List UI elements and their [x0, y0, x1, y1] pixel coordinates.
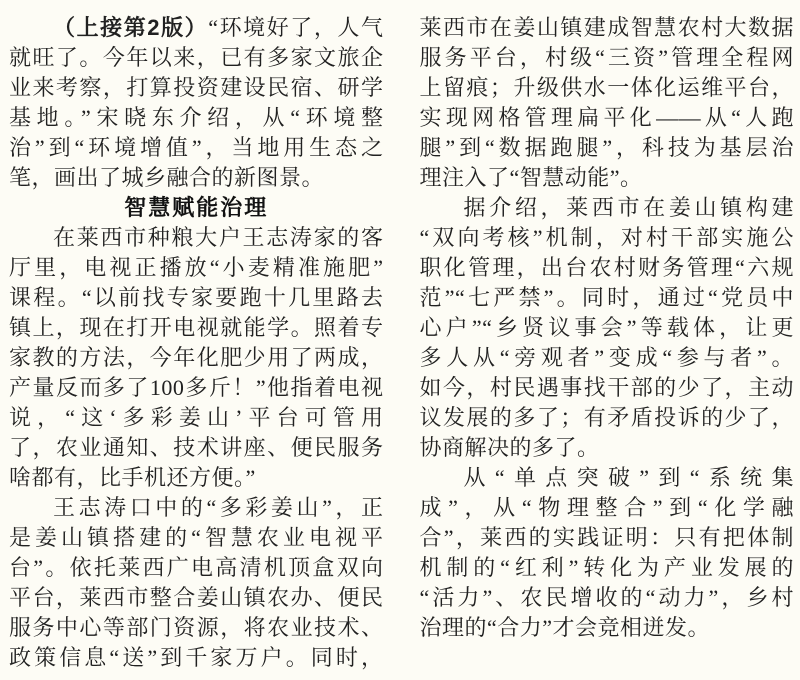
text-line: 王志涛口中的“多彩姜山”，正 [53, 495, 384, 520]
text-line: 产量反而多了100多斤！”他指着电视 [9, 375, 384, 400]
text-line: 实现网格管理扁平化——从“人跑 [419, 105, 794, 130]
text-line: 职化管理，出台农村财务管理“六规 [419, 255, 794, 280]
text-line: 家教的方法，今年化肥少用了两成， [9, 345, 384, 370]
text-line: 政策信息“送”到千家万户。同时， [9, 645, 384, 670]
text-line: 了，农业通知、技术讲座、便民服务 [9, 435, 384, 460]
text-line: 笔，画出了城乡融合的新图景。 [9, 165, 325, 190]
text-line: （上接第2版）“环境好了，人气 [53, 15, 384, 40]
text-line: 基地。”宋晓东介绍，从“环境整 [9, 105, 384, 130]
text-line: 理注入了“智慧动能”。 [419, 165, 643, 190]
text-line: 在莱西市种粮大户王志涛家的客 [53, 225, 384, 250]
text-line: “活力”、农民增收的“动力”，乡村 [419, 585, 794, 610]
text-line: 说，“这‘多彩姜山’平台可管用 [9, 405, 384, 430]
text-line: 平台，莱西市整合姜山镇农办、便民 [9, 585, 384, 610]
column-right [420, 13, 795, 680]
text-line: 服务平台，村级“三资”管理全程网 [419, 45, 794, 70]
text-line: 机制的“红利”转化为产业发展的 [419, 555, 794, 580]
text-line: 台”。依托莱西广电高清机顶盒双向 [9, 555, 384, 580]
text-line: 协商解决的多了。 [419, 435, 600, 460]
text-line: 心户”“乡贤议事会”等载体，让更 [419, 315, 794, 340]
section-heading: 智慧赋能治理 [124, 195, 269, 220]
text-line: 合”，莱西的实践证明：只有把体制 [419, 525, 794, 550]
text-line: 莱西市在姜山镇建成智慧农村大数据 [419, 15, 794, 40]
text-line: 范”“七严禁”。同时，通过“党员中 [419, 285, 794, 310]
text-line: 议发展的多了；有矛盾投诉的少了， [419, 405, 794, 430]
text-line: 治”到“环境增值”，当地用生态之 [9, 135, 384, 160]
text-line: 就旺了。今年以来，已有多家文旅企 [9, 45, 384, 70]
continuation-notice: （上接第2版） [53, 15, 209, 40]
text-line: 厅里，电视正播放“小麦精准施肥” [9, 255, 384, 280]
text-line: “双向考核”机制，对村干部实施公 [419, 225, 794, 250]
text-line: 镇上，现在打开电视就能学。照着专 [9, 315, 384, 340]
text-line: 业来考察，打算投资建设民宿、研学 [9, 75, 384, 100]
text-line: 上留痕；升级供水一体化运维平台， [419, 75, 794, 100]
text-line: 是姜山镇搭建的“智慧农业电视平 [9, 525, 384, 550]
text-line: 腿”到“数据跑腿”，科技为基层治 [419, 135, 794, 160]
text-line: 如今，村民遇事找干部的少了，主动 [419, 375, 794, 400]
text-line: 据介绍，莱西市在姜山镇构建 [463, 195, 794, 220]
text-line: 服务中心等部门资源，将农业技术、 [9, 615, 384, 640]
text-line: 从“单点突破”到“系统集 [463, 465, 794, 490]
text-line: 成”，从“物理整合”到“化学融 [419, 495, 794, 520]
text-line: 课程。“以前找专家要跑十几里路去 [9, 285, 384, 310]
text-line: 多人从“旁观者”变成“参与者”。 [419, 345, 794, 370]
text-line: 啥都有，比手机还方便。” [9, 465, 256, 490]
column-left [9, 13, 384, 680]
text-line: 治理的“合力”才会竞相迸发。 [419, 615, 711, 640]
